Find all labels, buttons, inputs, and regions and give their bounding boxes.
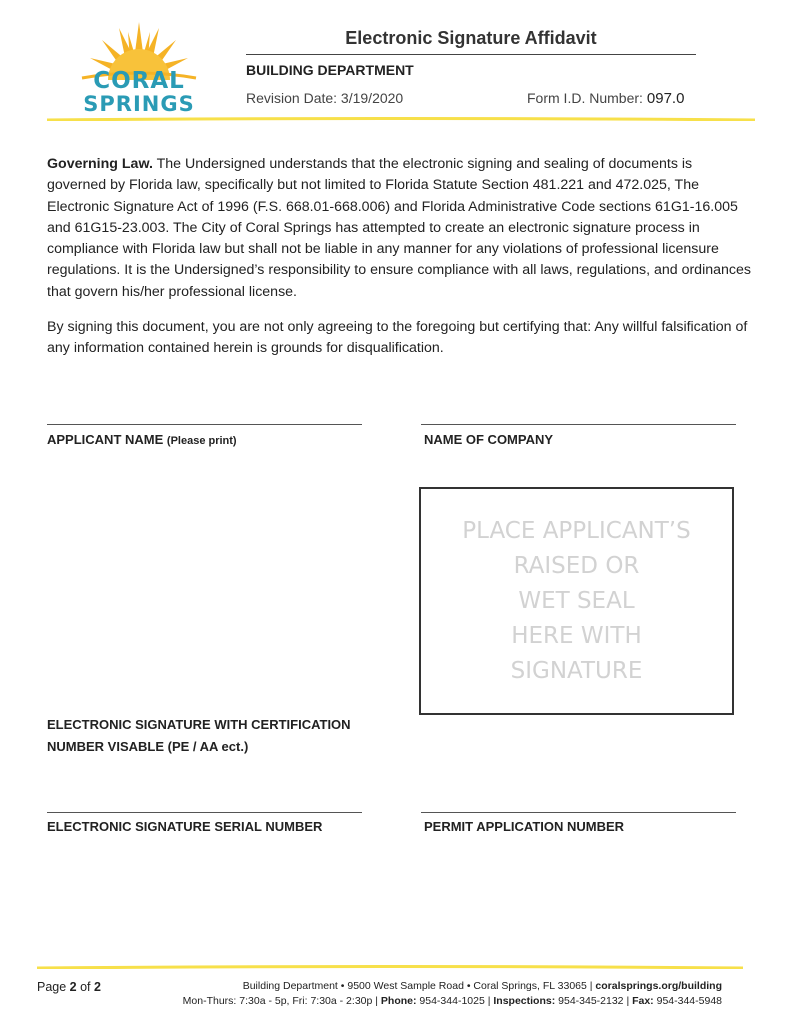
- form-id-label: Form I.D. Number:: [527, 90, 643, 106]
- company-name-line[interactable]: [421, 424, 736, 425]
- applicant-name-hint: (Please print): [166, 435, 237, 447]
- esig-certification-label-line1: ELECTRONIC SIGNATURE WITH CERTIFICATION: [47, 717, 351, 732]
- footer-contact-line: [110, 995, 722, 1007]
- seal-text-line: PLACE APPLICANT’S: [462, 518, 691, 544]
- esig-serial-line[interactable]: [47, 812, 362, 813]
- footer-hours: Mon-Thurs: 7:30a - 5p, Fri: 7:30a - 2:30p |: [182, 995, 381, 1007]
- page-total: 2: [94, 980, 101, 994]
- seal-text-line: WET SEAL: [518, 588, 635, 614]
- page-number: [37, 980, 101, 994]
- document-title: Electronic Signature Affidavit: [345, 28, 597, 48]
- title-divider: [246, 54, 696, 55]
- page-current: 2: [69, 980, 77, 994]
- applicant-name-label: [47, 432, 237, 447]
- form-id-value: 097.0: [646, 90, 685, 107]
- footer-phone: 954-344-1025 |: [416, 995, 494, 1007]
- coral-springs-logo: [78, 20, 200, 120]
- footer-accent-rule: [37, 965, 743, 969]
- seal-text-line: HERE WITH: [511, 623, 642, 649]
- governing-law-text: The Undersigned understands that the electronic signing and sealing of documents is governed by Florida law, specifically but not limited to Florida Statute Section 481.221 and 472.025, The Electronic Signature Act of 1996 (F.S. 668.01-668.006) and Florida Administrative Code sections 61G1-16.005 and 61G15-23.003. The City of Coral Springs has attempted to create an electronic signature process in compliance with Florida law but shall not be liable in any manner for any violations of professional licensure regulations. It is the Undersigned’s responsibility to ensure compliance with all laws, regulations, and ordinances that govern his/her professional license.: [47, 156, 751, 300]
- permit-number-label: PERMIT APPLICATION NUMBER: [424, 819, 625, 834]
- logo-text-coral: CORAL: [93, 68, 185, 94]
- footer-address-line: [110, 980, 722, 992]
- footer-phone-label: Phone:: [380, 995, 417, 1007]
- esig-certification-label: [47, 714, 351, 758]
- department-name: BUILDING DEPARTMENT: [246, 62, 414, 78]
- logo-text-springs: SPRINGS: [83, 92, 195, 116]
- certification-paragraph: By signing this document, you are not only agreeing to the foregoing but certifying that: Any willful falsification of any information contained herein is grounds for disqualification.: [47, 319, 748, 357]
- governing-law-paragraph: [47, 154, 753, 303]
- footer-website-link[interactable]: coralsprings.org/building: [595, 980, 722, 992]
- footer-fax: 954-344-5948: [653, 995, 722, 1007]
- applicant-name-line[interactable]: [47, 424, 362, 425]
- footer-fax-label: Fax:: [632, 995, 654, 1007]
- applicant-name-label-text: APPLICANT NAME: [47, 432, 164, 447]
- page-of: of: [76, 980, 94, 994]
- governing-law-heading: Governing Law.: [47, 156, 153, 172]
- seal-text-line: SIGNATURE: [510, 658, 643, 684]
- revision-date: Revision Date: 3/19/2020: [246, 90, 404, 106]
- footer-inspections-label: Inspections:: [493, 995, 556, 1007]
- esig-certification-label-line2: NUMBER VISABLE (PE / AA ect.): [47, 739, 249, 754]
- form-id: [527, 90, 684, 107]
- seal-text-line: RAISED OR: [513, 553, 640, 579]
- page-prefix: Page: [37, 980, 70, 994]
- seal-placeholder: [419, 514, 734, 689]
- footer-inspections: 954-345-2132 |: [555, 995, 633, 1007]
- permit-number-line[interactable]: [421, 812, 736, 813]
- company-name-label: NAME OF COMPANY: [424, 432, 554, 447]
- esig-serial-label: ELECTRONIC SIGNATURE SERIAL NUMBER: [47, 819, 323, 834]
- header-accent-rule: [47, 117, 755, 121]
- footer-address: Building Department • 9500 West Sample Road • Coral Springs, FL 33065 |: [242, 980, 596, 992]
